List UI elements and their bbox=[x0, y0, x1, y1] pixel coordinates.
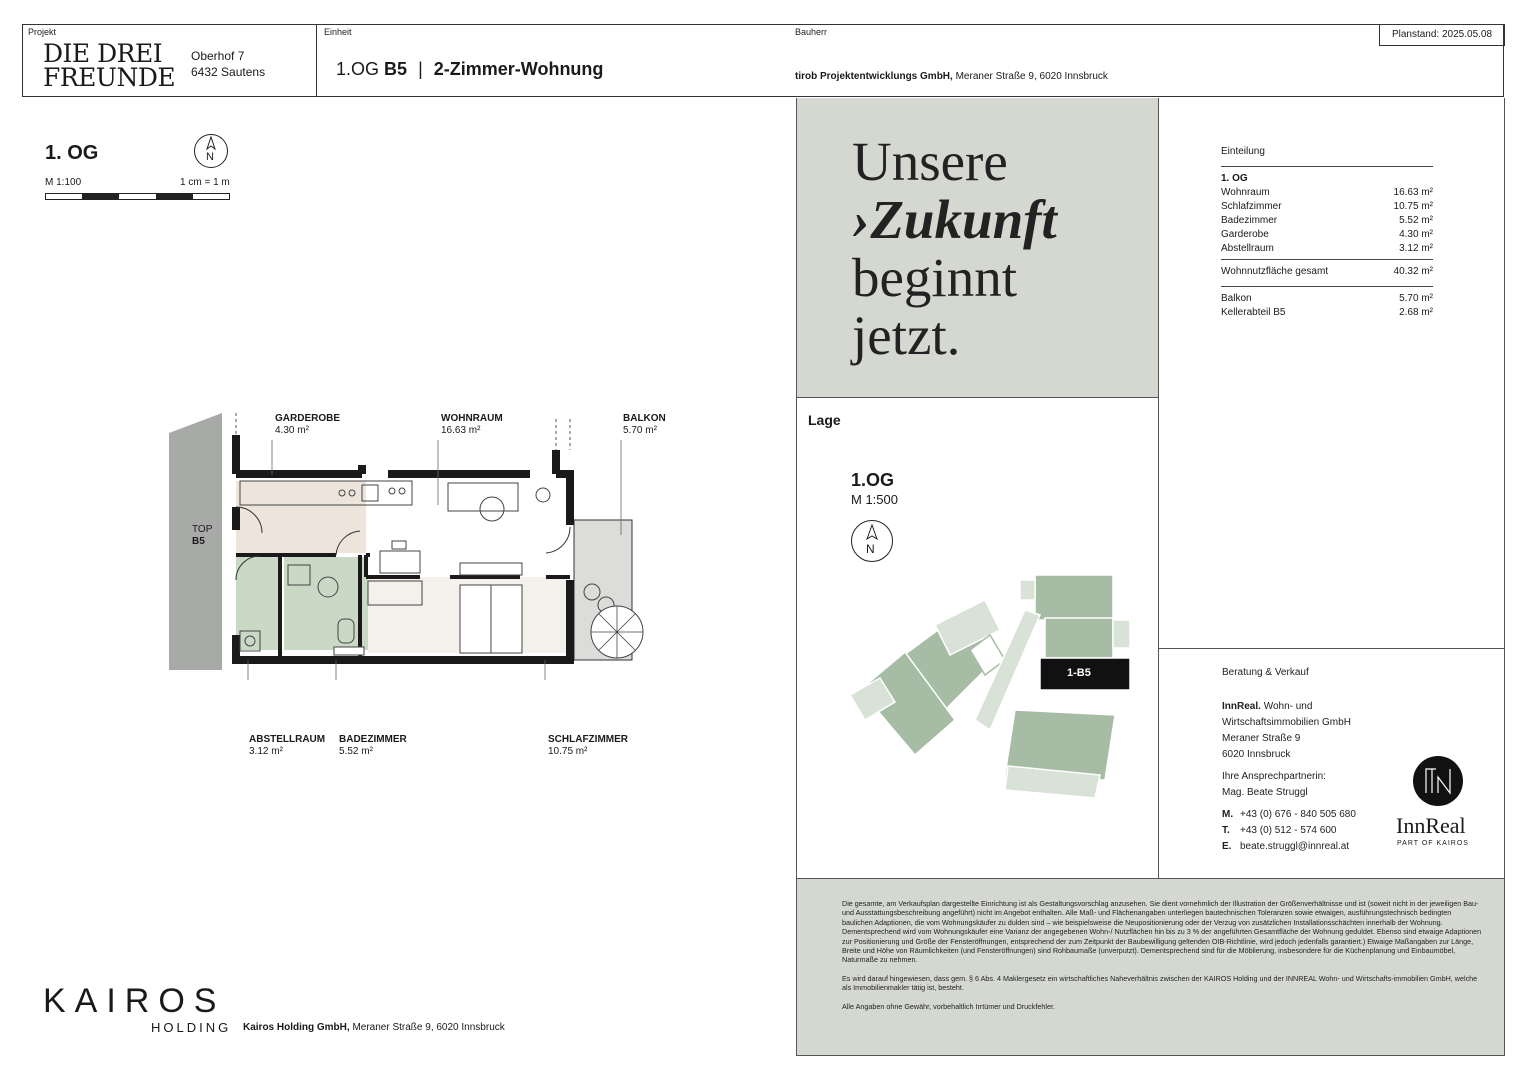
contact-title: Beratung & Verkauf bbox=[1222, 667, 1309, 678]
dining-table bbox=[380, 551, 420, 573]
email-link[interactable]: beate.struggl@innreal.at bbox=[1240, 841, 1350, 852]
einteilung-table bbox=[1221, 146, 1433, 320]
scale-bar bbox=[45, 193, 231, 201]
badezimmer-fill bbox=[284, 557, 368, 650]
project-address bbox=[191, 48, 265, 80]
disclaimer-p3: Alle Angaben ohne Gewähr, vorbehaltlich Irrtümer und Druckfehler. bbox=[842, 1001, 1055, 1011]
table-row: Abstellraum 3.12 m² bbox=[1221, 243, 1433, 254]
room-label-schlafzimmer: SCHLAFZIMMER 10.75 m² bbox=[548, 734, 628, 757]
bauherr-info bbox=[795, 71, 1108, 82]
logo-line2: FREUNDE bbox=[43, 63, 176, 92]
panel-divider-h1 bbox=[797, 397, 1158, 398]
bauherr-company: tirob Projektentwicklungs GmbH, bbox=[795, 71, 953, 82]
innreal-logo-text: InnReal bbox=[1396, 813, 1466, 838]
project-logo bbox=[43, 39, 176, 92]
top-unit-marker: TOP B5 bbox=[192, 524, 213, 547]
lage-compass-icon bbox=[850, 519, 894, 563]
room-label-badezimmer: BADEZIMMER 5.52 m² bbox=[339, 734, 407, 757]
room-label-abstellraum: ABSTELLRAUM 3.12 m² bbox=[249, 734, 326, 757]
lage-title: Lage bbox=[808, 412, 841, 428]
table-row: Badezimmer 5.52 m² bbox=[1221, 215, 1433, 226]
lage-scale: M 1:500 bbox=[851, 492, 898, 507]
disclaimer-p1: Die gesamte, am Verkaufsplan dargestellte Einrichtung ist als Gestaltungsvorschlag anzusehen. Sie dient vornehmlich der Illustration der Größenverhältnisse und ist (soweit nicht in der jeweiligen Bau- und Ausstattungsbeschreibung angeführt) nicht im Angebot enthalten. Alle Maß- und Flächenangaben unterliegen bautechnischen Toleranzen sowie etwaigen, ausführungstechnisch bedingten baulichen Adaptionen, die vom Wohnungskäufer zu dulden sind – wie beispielsweise die Neupositionierung oder der Verzug von zusätzlichen Installationsschächten innerhalb der Wohnung. Dementsprechend wird vom Wohnungskäufer eine Varianz der angegebenen Wohn-/ Nutzflächen hin bis zu 3 % der angeführten Gesamtfläche der Wohnung geduldet. Ebenso sind etwaige Adaptionen zur Positionierung und Größe der Fensteröffnungen, entsprechend der zum Zeitpunkt der Baubewilligung geltenden OIB-Richtlinie, wird jedoch jedenfalls garantiert.) Etwaige Maßangaben zur Länge, Breite und Höhe von Räumlichkeiten (und Fensteröffnungen) sind Rohbaumaße (unverputzt). Dementsprechend sind für die Möblierung, insbesondere für die Küchenplanung und Einbaumöbel, Naturmaße zu nehmen. bbox=[842, 899, 1482, 965]
lage-compass-label: N bbox=[866, 542, 875, 556]
table-row: Wohnraum 16.63 m² bbox=[1221, 187, 1433, 198]
header-divider bbox=[316, 24, 317, 97]
panel-divider-h2 bbox=[1158, 648, 1504, 649]
bauherr-address: Meraner Straße 9, 6020 Innsbruck bbox=[955, 71, 1108, 82]
floor-plan bbox=[160, 405, 660, 680]
phone-mobile[interactable]: +43 (0) 676 - 840 505 680 bbox=[1240, 809, 1356, 820]
projekt-label: Projekt bbox=[28, 27, 57, 37]
wardrobe-2 bbox=[460, 563, 522, 575]
contact-block: Beratung & Verkauf InnReal. Wohn- und Wirtschaftsimmobilien GmbH Meraner Straße 9 6020 Innsbruck Ihre Ansprechpartnerin: Mag. Beate Struggl M. +43 (0) 676 - 840 505 680 T. +43 (0) 512 - 574 600 E. beate.struggl@innreal.at bbox=[1222, 667, 1356, 852]
plan-floor-title: 1. OG bbox=[45, 142, 99, 164]
innreal-logo-sub: PART OF KAIROS bbox=[1397, 840, 1469, 847]
kairos-logo: KAIROS bbox=[43, 982, 226, 1020]
total-row: Wohnnutzfläche gesamt 40.32 m² bbox=[1221, 266, 1433, 277]
table-row: Schlafzimmer 10.75 m² bbox=[1221, 201, 1433, 212]
einteilung-floor: 1. OG bbox=[1221, 173, 1248, 184]
kairos-logo-sub: HOLDING bbox=[151, 1020, 232, 1035]
bauherr-label: Bauherr bbox=[795, 27, 828, 37]
plan-scale-note: 1 cm = 1 m bbox=[180, 177, 230, 188]
innreal-logo-icon bbox=[1412, 755, 1464, 807]
logo-line1: DIE DREI bbox=[43, 39, 163, 68]
table-row: Kellerabteil B5 2.68 m² bbox=[1221, 307, 1433, 318]
garderobe-fill bbox=[236, 481, 366, 553]
planstand-badge: Planstand: 2025.05.08 bbox=[1379, 24, 1505, 46]
room-label-balkon: BALKON 5.70 m² bbox=[623, 413, 666, 436]
site-map bbox=[840, 570, 1160, 805]
einheit-label: Einheit bbox=[324, 27, 352, 37]
phone-landline[interactable]: +43 (0) 512 - 574 600 bbox=[1240, 825, 1337, 836]
einteilung-title: Einteilung bbox=[1221, 146, 1265, 157]
einheit-type: 2-Zimmer-Wohnung bbox=[433, 59, 604, 79]
plan-scale: M 1:100 bbox=[45, 177, 82, 188]
address-line1: Oberhof 7 bbox=[191, 49, 245, 63]
room-label-wohnraum: WOHNRAUM 16.63 m² bbox=[441, 413, 503, 436]
einheit-unit: B5 bbox=[384, 59, 408, 79]
table-row: Garderobe 4.30 m² bbox=[1221, 229, 1433, 240]
table-row: Balkon 5.70 m² bbox=[1221, 293, 1433, 304]
lage-unit-tag: 1-B5 bbox=[1067, 667, 1091, 679]
disclaimer-p2: Es wird darauf hingewiesen, dass gem. § 6 Abs. 4 Maklergesetz ein wirtschaftliches Naheverhältnis zwischen der KAIROS Holding und der INNREAL Wohn- und Wirtschafts-immobilien GmbH, welche als Immobilienmakler tätig ist, besteht. bbox=[842, 973, 1478, 993]
lage-floor: 1.OG bbox=[851, 470, 895, 490]
address-line2: 6432 Sautens bbox=[191, 65, 266, 79]
einheit-floor: 1.OG bbox=[336, 59, 380, 79]
disclaimer-box bbox=[796, 878, 1505, 1056]
einheit-title: 1.OG B5 | 2-Zimmer-Wohnung bbox=[336, 59, 604, 79]
hero-slogan: Unsere ›Zukunft beginnt jetzt. bbox=[852, 131, 1057, 366]
footer-company: Kairos Holding GmbH, Meraner Straße 9, 6020 Innsbruck bbox=[243, 1022, 505, 1033]
abstellraum-fill bbox=[236, 557, 282, 650]
room-label-garderobe: GARDEROBE 4.30 m² bbox=[275, 413, 341, 436]
wohnraum-fill bbox=[366, 481, 566, 555]
compass-label: N bbox=[206, 151, 214, 163]
